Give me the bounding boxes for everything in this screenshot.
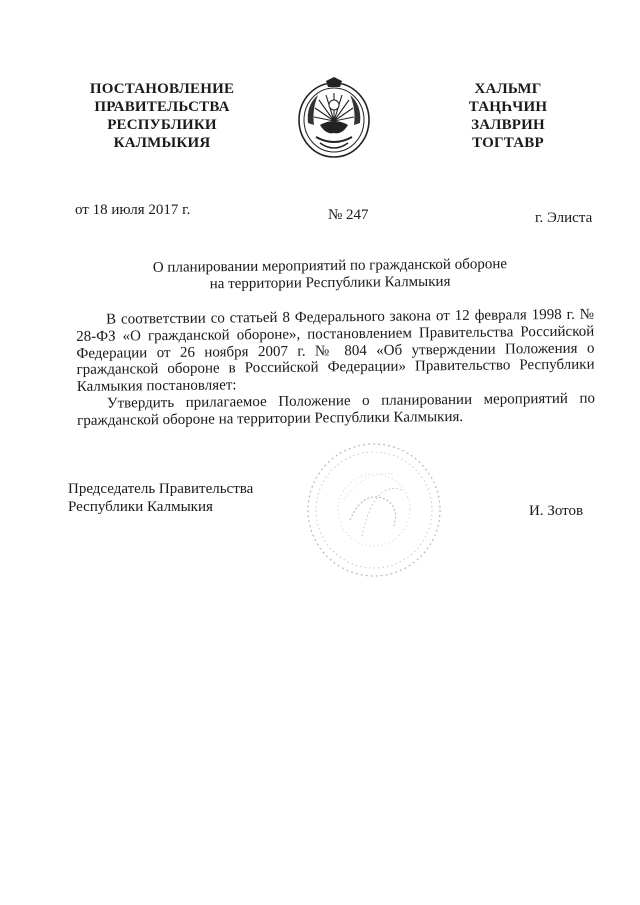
header-left-line: КАЛМЫКИЯ	[113, 135, 211, 151]
body-paragraph: В соответствии со статьей 8 Федерального закона от 12 февраля 1998 г. № 28-ФЗ «О гражданской обороне», постановлением Правительства Российской Федерации от 26 ноября 2007 г. № 804 «Об утверждении Положения о гражданской обороне в Российской Федерации» Правительство Республики Калмыкия постановляет:	[76, 306, 595, 396]
decree-city: г. Элиста	[535, 210, 593, 226]
signatory-title	[68, 480, 253, 516]
official-seal-icon	[304, 440, 444, 580]
decree-number: № 247	[328, 207, 369, 223]
body-paragraph: Утвердить прилагаемое Положение о планировании мероприятий по гражданской обороне на территории Республики Калмыкия.	[77, 390, 596, 429]
signatory-title-line: Председатель Правительства	[68, 481, 254, 497]
decree-title-line: О планировании мероприятий по гражданской обороне	[152, 256, 508, 276]
header-right-line: ТОГТАВР	[472, 135, 544, 151]
header-left-line: ПРАВИТЕЛЬСТВА	[94, 99, 230, 115]
header-left-title	[62, 80, 262, 152]
decree-date: от 18 июля 2017 г.	[75, 202, 191, 218]
header-right-title	[408, 80, 608, 152]
signatory-title-line: Республики Калмыкия	[68, 499, 213, 515]
kalmykia-coat-of-arms-icon	[296, 75, 372, 161]
header-left-line: ПОСТАНОВЛЕНИЕ	[89, 81, 235, 97]
signatory-name: И. Зотов	[529, 503, 584, 519]
header-right-line: ХАЛЬМГ	[474, 81, 542, 97]
decree-body	[76, 307, 595, 430]
header-right-line: ЗАЛВРИН	[471, 117, 545, 133]
header-right-line: ТАҢҺЧИН	[468, 99, 548, 115]
header-left-line: РЕСПУБЛИКИ	[107, 117, 217, 133]
decree-title	[100, 256, 560, 295]
decree-title-line: на территории Республики Калмыкия	[209, 273, 451, 293]
